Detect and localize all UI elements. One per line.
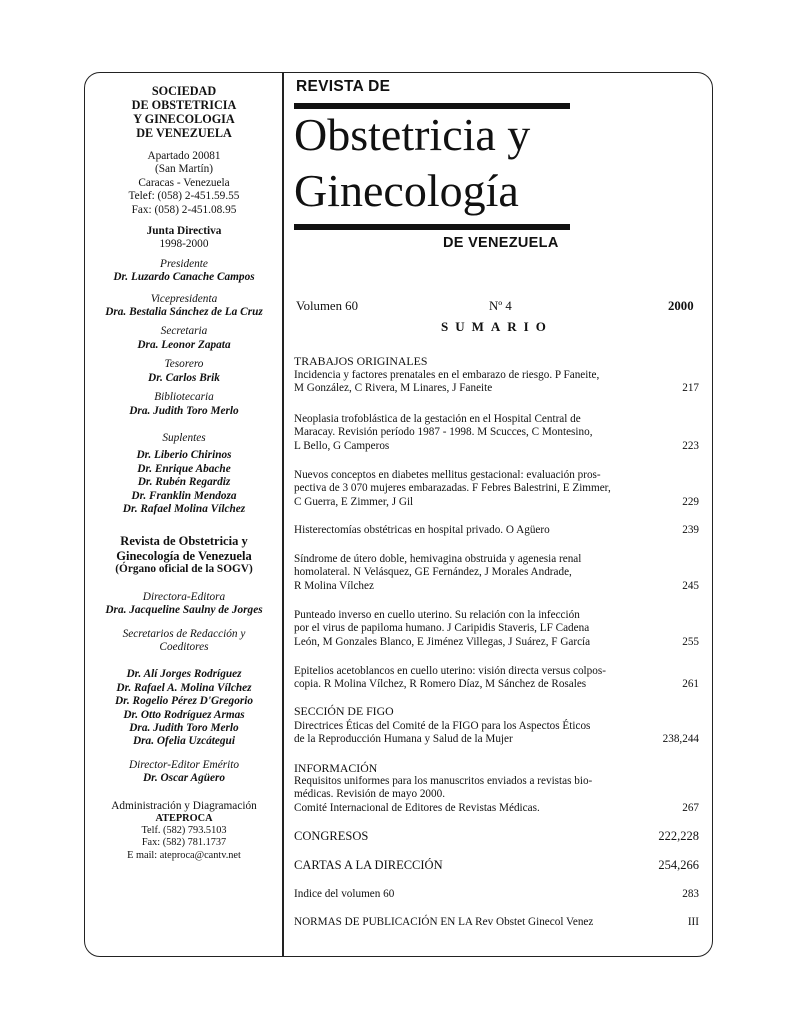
board-title: Junta Directiva — [146, 225, 222, 238]
role-name: Dra. Leonor Zapata — [137, 338, 231, 351]
role-label: Bibliotecaria — [154, 391, 214, 404]
page-number: 255 — [682, 635, 699, 648]
page-number: 245 — [682, 579, 699, 592]
role-name: Dra. Bestalia Sánchez de La Cruz — [105, 306, 263, 319]
cartas-entry[interactable]: CARTAS A LA DIRECCIÓN 254,266 — [294, 858, 699, 872]
editor-label: Directora-Editora — [142, 590, 226, 603]
section-informacion: INFORMACIÓN — [294, 761, 378, 775]
journal-name: Revista de Obstetricia y Ginecología de Venezuela — [116, 534, 252, 563]
alternate-name: Dr. Rafael Molina Vílchez — [122, 502, 246, 515]
page-number: 283 — [682, 888, 699, 900]
page-number: 254,266 — [658, 858, 699, 872]
secretary-name: Dr. Rafael A. Molina Vílchez — [116, 681, 252, 694]
indice-entry[interactable]: Indice del volumen 60 283 — [294, 888, 699, 900]
role-name: Dr. Luzardo Canache Campos — [113, 271, 255, 284]
journal-organ: (Órgano oficial de la SOGV) — [115, 563, 253, 576]
left-column — [86, 84, 282, 862]
page-number: 222,228 — [658, 829, 699, 843]
society-address: Apartado 20081 (San Martín) Caracas - Venezuela Telef: (058) 2-451.59.55 Fax: (058) 2-451.08.95 — [128, 150, 240, 216]
secretary-name: Dr. Otto Rodríguez Armas — [123, 708, 245, 721]
role-name: Dr. Carlos Brik — [148, 371, 220, 384]
page-number: 239 — [682, 524, 699, 536]
masthead-title-line1: Obstetricia y — [294, 109, 531, 160]
page-number: 223 — [682, 439, 699, 452]
section-figo: SECCIÓN DE FIGO — [294, 704, 394, 718]
editor-name: Dra. Jacqueline Saulny de Jorges — [105, 604, 263, 617]
section-trabajos-originales: TRABAJOS ORIGINALES — [294, 354, 428, 368]
congresos-entry[interactable]: CONGRESOS 222,228 — [294, 829, 699, 843]
article-entry[interactable]: Incidencia y factores prenatales en el embarazo de riesgo. P Faneite, M González, C Rivera, M Linares, J Faneite 217 — [294, 369, 699, 395]
page-number: 238,244 — [662, 733, 699, 746]
society-name: SOCIEDAD DE OBSTETRICIA Y GINECOLOGIA DE VENEZUELA — [131, 84, 237, 140]
alternate-name: Dr. Rubén Regardiz — [137, 476, 231, 489]
secretary-name: Dra. Judith Toro Merlo — [129, 722, 239, 734]
alternate-name: Dr. Enrique Abache — [137, 462, 231, 475]
secretary-name: Dra. Ofelia Uzcátegui — [133, 735, 235, 748]
alternate-name: Dr. Liberio Chirinos — [136, 449, 232, 462]
admin-title: Administración y Diagramación — [111, 799, 257, 812]
article-entry[interactable]: Nuevos conceptos en diabetes mellitus gestacional: evaluación pros- pectiva de 3 070 mujeres embarazadas. F Febres Balestrini, E Zimmer, C Guerra, E Zimmer, J Gil 229 — [294, 469, 699, 508]
sumario-heading: SUMARIO — [441, 319, 553, 334]
page-number: III — [687, 916, 699, 928]
alternate-name: Dr. Franklin Mendoza — [131, 489, 237, 502]
masthead-revista-de: REVISTA DE — [296, 78, 391, 95]
secretaries-label: Secretarios de Redacción y Coeditores — [122, 627, 246, 653]
normas-entry[interactable]: NORMAS DE PUBLICACIÓN EN LA Rev Obstet Ginecol Venez III — [294, 916, 699, 928]
issue-year: 2000 — [668, 299, 694, 313]
page-number: 217 — [682, 382, 699, 395]
role-name: Dra. Judith Toro Merlo — [129, 404, 239, 417]
article-entry[interactable]: Epitelios acetoblancos en cuello uterino: visión directa versus colpos- copia. R Molina Vílchez, R Romero Díaz, M Sánchez de Rosales 261 — [294, 665, 699, 691]
alternates-label: Suplentes — [162, 431, 206, 444]
info-entry[interactable]: Requisitos uniformes para los manuscritos enviados a revistas bio- médicas. Revisión de mayo 2000. Comité Internacional de Editores de Revistas Médicas. 267 — [294, 775, 699, 814]
secretary-name: Dr. Rogelio Pérez D'Gregorio — [114, 695, 254, 708]
role-label: Presidente — [160, 257, 208, 270]
article-entry[interactable]: Síndrome de útero doble, hemivagina obstruida y agenesia renal homolateral. N Velásquez, GE Fernández, J Morales Andrade, R Molina Vílchez 245 — [294, 553, 699, 592]
article-entry[interactable]: Histerectomías obstétricas en hospital privado. O Agüero 239 — [294, 524, 699, 536]
admin-fax: Fax: (582) 781.1737 — [141, 837, 227, 849]
admin-phone: Telf. (582) 793.5103 — [141, 825, 227, 837]
article-entry[interactable]: Neoplasia trofoblástica de la gestación en el Hospital Central de Maracay. Revisión período 1987 - 1998. M Scucces, C Montesino, L Bello, G Camperos 223 — [294, 413, 699, 452]
role-label: Tesorero — [164, 358, 204, 371]
figo-entry[interactable]: Directrices Éticas del Comité de la FIGO para los Aspectos Éticos de la Reproducción Humana y Salud de la Mujer 238,244 — [294, 720, 699, 746]
issue-volume: Volumen 60 — [296, 299, 358, 313]
page-number: 229 — [682, 495, 699, 508]
issue-number: Nº 4 — [489, 299, 512, 313]
masthead-de-venezuela: DE VENEZUELA — [443, 235, 559, 251]
secretary-name: Dr. Alí Jorges Rodríguez — [126, 668, 242, 681]
board-years: 1998-2000 — [159, 238, 209, 251]
role-label: Vicepresidenta — [150, 292, 218, 305]
admin-email: E mail: ateproca@cantv.net — [127, 849, 241, 861]
article-entry[interactable]: Punteado inverso en cuello uterino. Su relación con la infección por el virus de papiloma humano. J Caripidis Staveris, LF Cadena León, M Gonzales Blanco, E Jiménez Villegas, J Suárez, F García 255 — [294, 609, 699, 648]
masthead-title-line2: Ginecología — [294, 165, 519, 216]
page-number: 261 — [682, 678, 699, 691]
page-number: 267 — [682, 801, 699, 814]
emeritus-name: Dr. Oscar Agüero — [142, 772, 226, 785]
masthead-rule-bottom — [294, 224, 570, 230]
role-label: Secretaria — [160, 325, 208, 338]
emeritus-label: Director-Editor Emérito — [128, 758, 240, 771]
admin-company: ATEPROCA — [155, 813, 213, 825]
column-divider — [282, 72, 284, 957]
